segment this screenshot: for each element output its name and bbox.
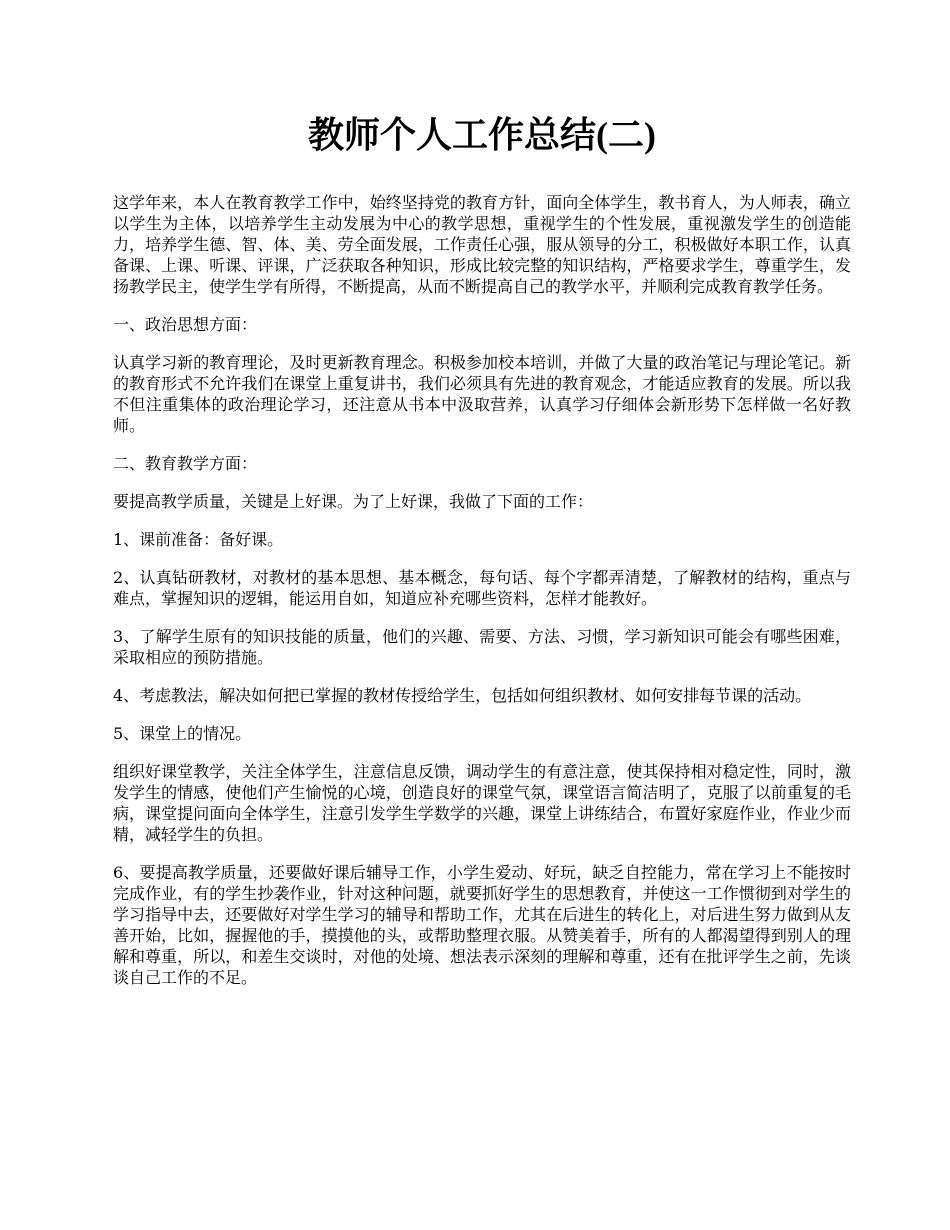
list-item-2: 2、认真钻研教材，对教材的基本思想、基本概念，每句话、每个字都弄清楚，了解教材的结构，重点与难点，掌握知识的逻辑，能运用自如，知道应补充哪些资料，怎样才能教好。 [113, 568, 851, 608]
document-title: 教师个人工作总结(二) [308, 115, 656, 155]
list-item-4: 4、考虑教法，解决如何把已掌握的教材传授给学生，包括如何组织教材、如何安排每节课的活动。 [113, 686, 812, 705]
list-item-3: 3、了解学生原有的知识技能的质量，他们的兴趣、需要、方法、习惯，学习新知识可能会有哪些困难，采取相应的预防措施。 [113, 627, 851, 667]
section-heading-teaching: 二、教育教学方面： [113, 454, 258, 473]
intro-paragraph: 这学年来，本人在教育教学工作中，始终坚持党的教育方针，面向全体学生，教书育人，为人师表，确立以学生为主体，以培养学生主动发展为中心的教学思想，重视学生的个性发展，重视激发学生的创造能力，培养学生德、智、体、美、劳全面发展，工作责任心强，服从领导的分工，积极做好本职工作，认真备课、上课、听课、评课，广泛获取各种知识，形成比较完整的知识结构，严格要求学生，尊重学生，发扬教学民主，使学生学有所得，不断提高，从而不断提高自己的教学水平，并顺利完成教育教学任务。 [113, 193, 851, 296]
document-page [113, 110, 851, 1005]
teaching-intro-paragraph: 要提高教学质量，关键是上好课。为了上好课，我做了下面的工作： [113, 492, 594, 511]
classroom-paragraph: 组织好课堂教学，关注全体学生，注意信息反馈，调动学生的有意注意，使其保持相对稳定性，同时，激发学生的情感，使他们产生愉悦的心境，创造良好的课堂气氛，课堂语言简洁明了，克服了以前重复的毛病，课堂提问面向全体学生，注意引发学生学数学的兴趣，课堂上讲练结合，布置好家庭作业，作业少而精，减轻学生的负担。 [113, 762, 851, 844]
list-item-1: 1、课前准备：备好课。 [113, 530, 284, 549]
political-paragraph: 认真学习新的教育理论，及时更新教育理念。积极参加校本培训，并做了大量的政治笔记与理论笔记。新的教育形式不允许我们在课堂上重复讲书，我们必须具有先进的教育观念，才能适应教育的发展。所以我不但注重集体的政治理论学习，还注意从书本中汲取营养，认真学习仔细体会新形势下怎样做一名好教师。 [113, 353, 851, 435]
list-item-5: 5、课堂上的情况。 [113, 724, 252, 743]
section-heading-political: 一、政治思想方面： [113, 315, 258, 334]
list-item-6: 6、要提高教学质量，还要做好课后辅导工作，小学生爱动、好玩，缺乏自控能力，常在学习上不能按时完成作业，有的学生抄袭作业，针对这种问题，就要抓好学生的思想教育，并使这一工作惯彻到对学生的学习指导中去，还要做好对学生学习的辅导和帮助工作，尤其在后进生的转化上，对后进生努力做到从友善开始，比如，握握他的手，摸摸他的头，或帮助整理衣服。从赞美着手，所有的人都渴望得到别人的理解和尊重，所以，和差生交谈时，对他的处境、想法表示深刻的理解和尊重，还有在批评学生之前，先谈谈自己工作的不足。 [113, 863, 851, 987]
